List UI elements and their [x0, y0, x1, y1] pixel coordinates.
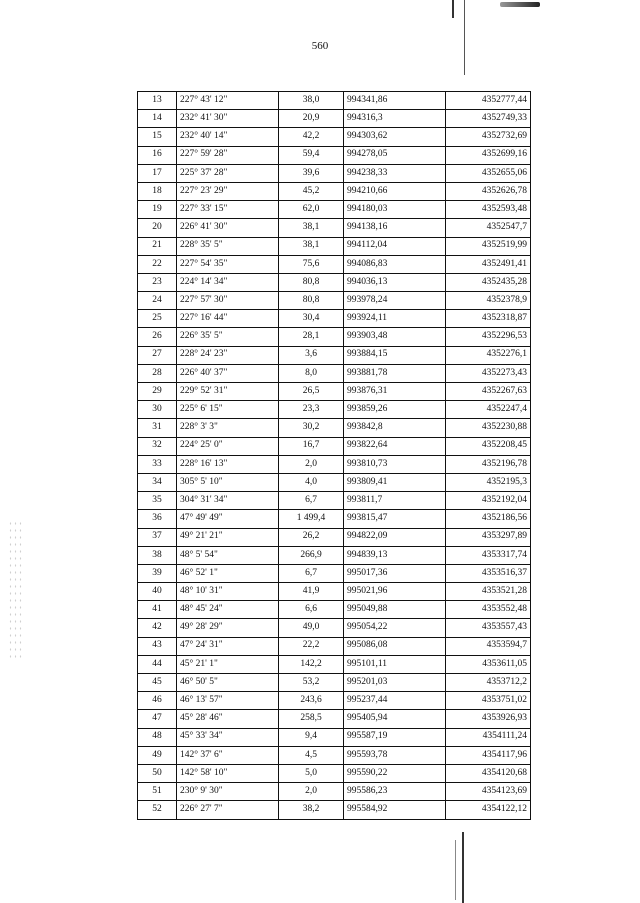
direction-angle-cell: 227° 43' 12" [177, 92, 279, 110]
point-number-cell: 50 [138, 764, 177, 782]
direction-angle-cell: 232° 41' 30" [177, 110, 279, 128]
coordinates-table [137, 91, 531, 820]
distance-cell: 26,2 [279, 528, 344, 546]
point-number-cell: 35 [138, 492, 177, 510]
y-coordinate-cell: 4352267,63 [446, 383, 531, 401]
distance-cell: 6,7 [279, 492, 344, 510]
y-coordinate-cell: 4352273,43 [446, 364, 531, 382]
direction-angle-cell: 228° 24' 23" [177, 346, 279, 364]
y-coordinate-cell: 4353297,89 [446, 528, 531, 546]
x-coordinate-cell: 993815,47 [344, 510, 446, 528]
direction-angle-cell: 304° 31' 34" [177, 492, 279, 510]
table-row [138, 328, 531, 346]
table-row [138, 383, 531, 401]
table-row [138, 273, 531, 291]
distance-cell: 1 499,4 [279, 510, 344, 528]
y-coordinate-cell: 4352732,69 [446, 128, 531, 146]
distance-cell: 20,9 [279, 110, 344, 128]
direction-angle-cell: 229° 52' 31" [177, 383, 279, 401]
table-row [138, 364, 531, 382]
x-coordinate-cell: 993842,8 [344, 419, 446, 437]
point-number-cell: 21 [138, 237, 177, 255]
point-number-cell: 36 [138, 510, 177, 528]
distance-cell: 38,2 [279, 801, 344, 819]
scan-artifact-line [455, 840, 456, 900]
direction-angle-cell: 46° 50' 5" [177, 674, 279, 692]
table-row [138, 710, 531, 728]
y-coordinate-cell: 4352655,06 [446, 164, 531, 182]
x-coordinate-cell: 995237,44 [344, 692, 446, 710]
table-row [138, 146, 531, 164]
table-row [138, 637, 531, 655]
table-row [138, 783, 531, 801]
y-coordinate-cell: 4352318,87 [446, 310, 531, 328]
x-coordinate-cell: 994238,33 [344, 164, 446, 182]
y-coordinate-cell: 4353317,74 [446, 546, 531, 564]
point-number-cell: 48 [138, 728, 177, 746]
x-coordinate-cell: 995587,19 [344, 728, 446, 746]
x-coordinate-cell: 994822,09 [344, 528, 446, 546]
point-number-cell: 40 [138, 583, 177, 601]
point-number-cell: 52 [138, 801, 177, 819]
x-coordinate-cell: 994316,3 [344, 110, 446, 128]
table-row [138, 110, 531, 128]
table-row [138, 764, 531, 782]
point-number-cell: 46 [138, 692, 177, 710]
point-number-cell: 45 [138, 674, 177, 692]
direction-angle-cell: 227° 16' 44" [177, 310, 279, 328]
distance-cell: 41,9 [279, 583, 344, 601]
direction-angle-cell: 142° 58' 10" [177, 764, 279, 782]
point-number-cell: 41 [138, 601, 177, 619]
point-number-cell: 39 [138, 564, 177, 582]
x-coordinate-cell: 995201,03 [344, 674, 446, 692]
point-number-cell: 28 [138, 364, 177, 382]
table-row [138, 219, 531, 237]
direction-angle-cell: 227° 23' 29" [177, 182, 279, 200]
point-number-cell: 34 [138, 473, 177, 491]
table-row [138, 528, 531, 546]
table-row [138, 546, 531, 564]
point-number-cell: 16 [138, 146, 177, 164]
distance-cell: 38,0 [279, 92, 344, 110]
distance-cell: 53,2 [279, 674, 344, 692]
distance-cell: 22,2 [279, 637, 344, 655]
distance-cell: 266,9 [279, 546, 344, 564]
table-row [138, 655, 531, 673]
distance-cell: 16,7 [279, 437, 344, 455]
point-number-cell: 44 [138, 655, 177, 673]
direction-angle-cell: 226° 35' 5" [177, 328, 279, 346]
y-coordinate-cell: 4352192,04 [446, 492, 531, 510]
direction-angle-cell: 45° 28' 46" [177, 710, 279, 728]
direction-angle-cell: 142° 37' 6" [177, 746, 279, 764]
x-coordinate-cell: 994278,05 [344, 146, 446, 164]
scan-artifact-line [452, 0, 454, 18]
x-coordinate-cell: 994210,66 [344, 182, 446, 200]
distance-cell: 4,0 [279, 473, 344, 491]
direction-angle-cell: 226° 41' 30" [177, 219, 279, 237]
x-coordinate-cell: 994086,83 [344, 255, 446, 273]
direction-angle-cell: 47° 49' 49" [177, 510, 279, 528]
direction-angle-cell: 45° 33' 34" [177, 728, 279, 746]
y-coordinate-cell: 4354123,69 [446, 783, 531, 801]
y-coordinate-cell: 4352626,78 [446, 182, 531, 200]
distance-cell: 9,4 [279, 728, 344, 746]
x-coordinate-cell: 994341,86 [344, 92, 446, 110]
y-coordinate-cell: 4353751,02 [446, 692, 531, 710]
page-number: 560 [311, 40, 329, 52]
table-row [138, 728, 531, 746]
point-number-cell: 27 [138, 346, 177, 364]
x-coordinate-cell: 995101,11 [344, 655, 446, 673]
x-coordinate-cell: 994138,16 [344, 219, 446, 237]
direction-angle-cell: 224° 25' 0" [177, 437, 279, 455]
y-coordinate-cell: 4353552,48 [446, 601, 531, 619]
table-row [138, 583, 531, 601]
table-row [138, 92, 531, 110]
y-coordinate-cell: 4353516,37 [446, 564, 531, 582]
direction-angle-cell: 228° 16' 13" [177, 455, 279, 473]
point-number-cell: 22 [138, 255, 177, 273]
table-row [138, 128, 531, 146]
x-coordinate-cell: 993881,78 [344, 364, 446, 382]
distance-cell: 30,4 [279, 310, 344, 328]
x-coordinate-cell: 993903,48 [344, 328, 446, 346]
y-coordinate-cell: 4354111,24 [446, 728, 531, 746]
distance-cell: 28,1 [279, 328, 344, 346]
y-coordinate-cell: 4352491,41 [446, 255, 531, 273]
point-number-cell: 13 [138, 92, 177, 110]
direction-angle-cell: 48° 10' 31" [177, 583, 279, 601]
y-coordinate-cell: 4353594,7 [446, 637, 531, 655]
y-coordinate-cell: 4354117,96 [446, 746, 531, 764]
x-coordinate-cell: 993884,15 [344, 346, 446, 364]
distance-cell: 42,2 [279, 128, 344, 146]
distance-cell: 80,8 [279, 273, 344, 291]
table-row [138, 310, 531, 328]
distance-cell: 5,0 [279, 764, 344, 782]
direction-angle-cell: 225° 37' 28" [177, 164, 279, 182]
y-coordinate-cell: 4352276,1 [446, 346, 531, 364]
point-number-cell: 38 [138, 546, 177, 564]
y-coordinate-cell: 4352195,3 [446, 473, 531, 491]
direction-angle-cell: 230° 9' 30" [177, 783, 279, 801]
direction-angle-cell: 227° 54' 35" [177, 255, 279, 273]
scan-artifact-smudge [500, 2, 540, 7]
x-coordinate-cell: 993978,24 [344, 292, 446, 310]
table-row [138, 201, 531, 219]
distance-cell: 62,0 [279, 201, 344, 219]
direction-angle-cell: 226° 40' 37" [177, 364, 279, 382]
y-coordinate-cell: 4352230,88 [446, 419, 531, 437]
direction-angle-cell: 227° 59' 28" [177, 146, 279, 164]
x-coordinate-cell: 995049,88 [344, 601, 446, 619]
direction-angle-cell: 49° 21' 21" [177, 528, 279, 546]
point-number-cell: 33 [138, 455, 177, 473]
point-number-cell: 30 [138, 401, 177, 419]
direction-angle-cell: 224° 14' 34" [177, 273, 279, 291]
point-number-cell: 49 [138, 746, 177, 764]
table-row [138, 292, 531, 310]
x-coordinate-cell: 994180,03 [344, 201, 446, 219]
table-row [138, 455, 531, 473]
y-coordinate-cell: 4352196,78 [446, 455, 531, 473]
direction-angle-cell: 46° 52' 1" [177, 564, 279, 582]
x-coordinate-cell: 994839,13 [344, 546, 446, 564]
x-coordinate-cell: 995086,08 [344, 637, 446, 655]
table-row [138, 746, 531, 764]
table-row [138, 601, 531, 619]
table-row [138, 401, 531, 419]
x-coordinate-cell: 995590,22 [344, 764, 446, 782]
point-number-cell: 43 [138, 637, 177, 655]
distance-cell: 2,0 [279, 783, 344, 801]
distance-cell: 6,6 [279, 601, 344, 619]
table-row [138, 674, 531, 692]
distance-cell: 39,6 [279, 164, 344, 182]
point-number-cell: 37 [138, 528, 177, 546]
x-coordinate-cell: 993810,73 [344, 455, 446, 473]
distance-cell: 243,6 [279, 692, 344, 710]
x-coordinate-cell: 995586,23 [344, 783, 446, 801]
direction-angle-cell: 48° 5' 54" [177, 546, 279, 564]
point-number-cell: 26 [138, 328, 177, 346]
scan-artifact-line [462, 832, 464, 903]
y-coordinate-cell: 4354120,68 [446, 764, 531, 782]
point-number-cell: 24 [138, 292, 177, 310]
y-coordinate-cell: 4352699,16 [446, 146, 531, 164]
distance-cell: 2,0 [279, 455, 344, 473]
direction-angle-cell: 232° 40' 14" [177, 128, 279, 146]
table-row [138, 437, 531, 455]
y-coordinate-cell: 4352186,56 [446, 510, 531, 528]
direction-angle-cell: 45° 21' 1" [177, 655, 279, 673]
direction-angle-cell: 46° 13' 57" [177, 692, 279, 710]
distance-cell: 45,2 [279, 182, 344, 200]
y-coordinate-cell: 4352749,33 [446, 110, 531, 128]
point-number-cell: 23 [138, 273, 177, 291]
y-coordinate-cell: 4353926,93 [446, 710, 531, 728]
direction-angle-cell: 227° 33' 15" [177, 201, 279, 219]
x-coordinate-cell: 993876,31 [344, 383, 446, 401]
distance-cell: 258,5 [279, 710, 344, 728]
x-coordinate-cell: 995021,96 [344, 583, 446, 601]
y-coordinate-cell: 4352247,4 [446, 401, 531, 419]
direction-angle-cell: 225° 6' 15" [177, 401, 279, 419]
table-row [138, 346, 531, 364]
direction-angle-cell: 49° 28' 29" [177, 619, 279, 637]
distance-cell: 38,1 [279, 219, 344, 237]
x-coordinate-cell: 993811,7 [344, 492, 446, 510]
point-number-cell: 31 [138, 419, 177, 437]
y-coordinate-cell: 4352519,99 [446, 237, 531, 255]
table-row [138, 419, 531, 437]
table-row [138, 510, 531, 528]
point-number-cell: 29 [138, 383, 177, 401]
point-number-cell: 17 [138, 164, 177, 182]
table-row [138, 801, 531, 819]
y-coordinate-cell: 4352593,48 [446, 201, 531, 219]
direction-angle-cell: 226° 27' 7" [177, 801, 279, 819]
point-number-cell: 51 [138, 783, 177, 801]
distance-cell: 75,6 [279, 255, 344, 273]
point-number-cell: 32 [138, 437, 177, 455]
distance-cell: 3,6 [279, 346, 344, 364]
y-coordinate-cell: 4354122,12 [446, 801, 531, 819]
point-number-cell: 19 [138, 201, 177, 219]
distance-cell: 49,0 [279, 619, 344, 637]
distance-cell: 23,3 [279, 401, 344, 419]
distance-cell: 142,2 [279, 655, 344, 673]
distance-cell: 4,5 [279, 746, 344, 764]
point-number-cell: 18 [138, 182, 177, 200]
direction-angle-cell: 305° 5' 10" [177, 473, 279, 491]
y-coordinate-cell: 4352378,9 [446, 292, 531, 310]
table-row [138, 619, 531, 637]
direction-angle-cell: 48° 45' 24" [177, 601, 279, 619]
table-row [138, 492, 531, 510]
point-number-cell: 42 [138, 619, 177, 637]
scan-artifact-line [464, 0, 465, 75]
point-number-cell: 15 [138, 128, 177, 146]
table-row [138, 564, 531, 582]
x-coordinate-cell: 994303,62 [344, 128, 446, 146]
distance-cell: 8,0 [279, 364, 344, 382]
x-coordinate-cell: 993809,41 [344, 473, 446, 491]
y-coordinate-cell: 4353521,28 [446, 583, 531, 601]
distance-cell: 30,2 [279, 419, 344, 437]
distance-cell: 6,7 [279, 564, 344, 582]
table-row [138, 692, 531, 710]
coordinates-table-body [138, 92, 531, 820]
y-coordinate-cell: 4352296,53 [446, 328, 531, 346]
x-coordinate-cell: 995593,78 [344, 746, 446, 764]
y-coordinate-cell: 4353557,43 [446, 619, 531, 637]
scan-artifact-noise [8, 520, 22, 660]
direction-angle-cell: 227° 57' 30" [177, 292, 279, 310]
distance-cell: 38,1 [279, 237, 344, 255]
distance-cell: 80,8 [279, 292, 344, 310]
x-coordinate-cell: 995054,22 [344, 619, 446, 637]
x-coordinate-cell: 995584,92 [344, 801, 446, 819]
direction-angle-cell: 47° 24' 31" [177, 637, 279, 655]
point-number-cell: 20 [138, 219, 177, 237]
y-coordinate-cell: 4353712,2 [446, 674, 531, 692]
direction-angle-cell: 228° 35' 5" [177, 237, 279, 255]
direction-angle-cell: 228° 3' 3" [177, 419, 279, 437]
x-coordinate-cell: 994112,04 [344, 237, 446, 255]
x-coordinate-cell: 993859,26 [344, 401, 446, 419]
y-coordinate-cell: 4352435,28 [446, 273, 531, 291]
table-row [138, 237, 531, 255]
y-coordinate-cell: 4352208,45 [446, 437, 531, 455]
x-coordinate-cell: 995405,94 [344, 710, 446, 728]
y-coordinate-cell: 4353611,05 [446, 655, 531, 673]
distance-cell: 59,4 [279, 146, 344, 164]
table-row [138, 255, 531, 273]
y-coordinate-cell: 4352777,44 [446, 92, 531, 110]
x-coordinate-cell: 993924,11 [344, 310, 446, 328]
table-row [138, 473, 531, 491]
x-coordinate-cell: 995017,36 [344, 564, 446, 582]
distance-cell: 26,5 [279, 383, 344, 401]
x-coordinate-cell: 994036,13 [344, 273, 446, 291]
y-coordinate-cell: 4352547,7 [446, 219, 531, 237]
point-number-cell: 14 [138, 110, 177, 128]
point-number-cell: 25 [138, 310, 177, 328]
table-row [138, 164, 531, 182]
x-coordinate-cell: 993822,64 [344, 437, 446, 455]
point-number-cell: 47 [138, 710, 177, 728]
table-row [138, 182, 531, 200]
